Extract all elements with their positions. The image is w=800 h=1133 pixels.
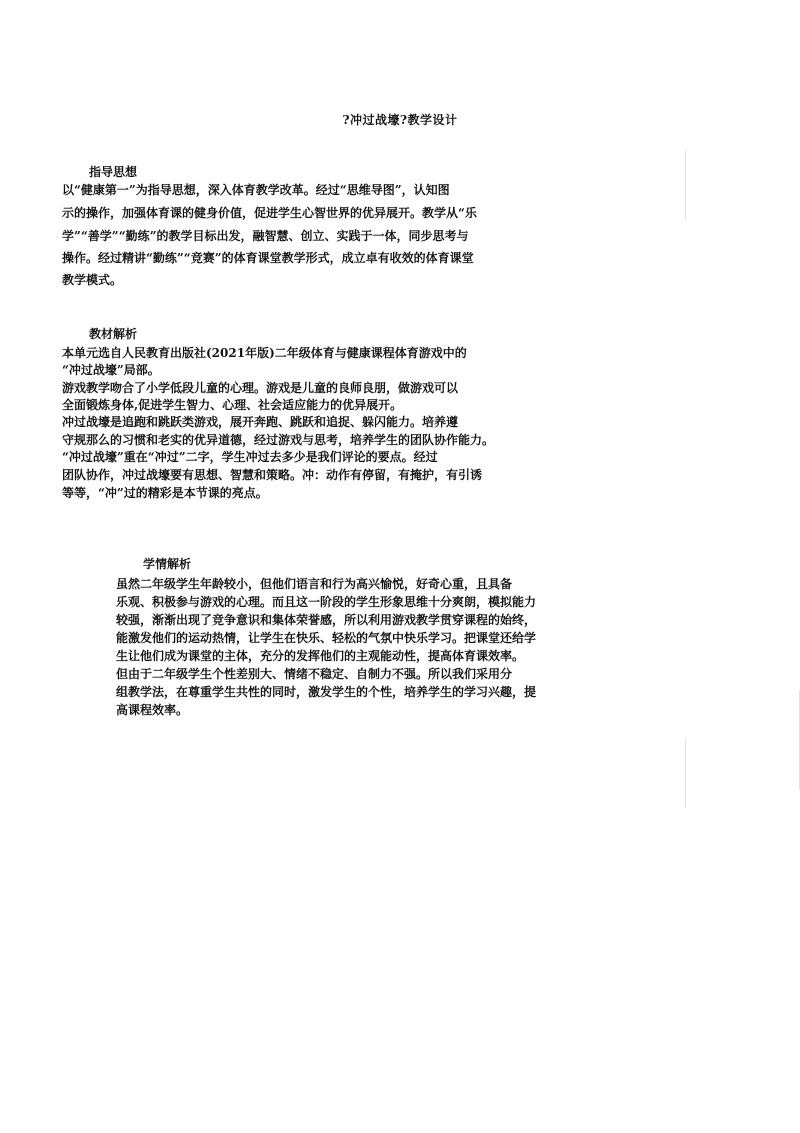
guide-line: 操作。经过精讲“勤练”“竞赛”的体育课堂教学形式，成立卓有收效的体育课堂 [62,251,474,265]
material-line: “冲过战壕”重在“冲过”二字，学生冲过去多少是我们评论的要点。经过 [62,450,438,464]
student-line: 组教学法，在尊重学生共性的同时，激发学生的个性，培养学生的学习兴趣，提 [116,685,537,699]
student-line: 生让他们成为课堂的主体，充分的发挥他们的主观能动性，提高体育课效率。 [116,649,525,663]
margin-rule [685,738,686,808]
material-line: 冲过战壕是追跑和跳跃类游戏，展开奔跑、跳跃和追捉、躲闪能力。培养遵 [62,415,459,429]
section-heading-guide: 指导思想 [89,165,138,179]
student-line: 能激发他们的运动热情，让学生在快乐、轻松的气氛中快乐学习。把课堂还给学 [116,631,537,645]
section-heading-material: 教材解析 [89,327,138,341]
student-line: 虽然二年级学生年龄较小，但他们语言和行为高兴愉悦，好奇心重，且具备 [116,577,513,591]
document-title: ?冲过战壕?教学设计 [342,113,458,127]
material-line: “冲过战壕”局部。 [62,363,160,377]
material-line: 等等，“冲”过的精彩是本节课的亮点。 [62,486,268,500]
guide-line: 学”“善学”“勤练”的教学目标出发，融智慧、创立、实践于一体，同步思考与 [62,229,469,243]
margin-rule [685,150,686,220]
material-line: 团队协作，冲过战壕要有思想、智慧和策略。冲：动作有停留，有掩护，有引诱 [62,468,483,482]
guide-line: 以“健康第一”为指导思想，深入体育教学改革。经过“思维导图”，认知图 [62,183,450,197]
student-line: 高课程效率。 [116,703,189,717]
student-line: 较强，渐渐出现了竞争意识和集体荣誉感，所以利用游戏教学贯穿课程的始终， [116,613,537,627]
material-line: 本单元选自人民教育出版社(2021年版)二年级体育与健康课程体育游戏中的 [62,346,467,360]
material-line: 游戏教学吻合了小学低段儿童的心理。游戏是儿童的良师良朋，做游戏可以 [62,381,459,395]
material-line: 全面锻炼身体,促进学生智力、心理、社会适应能力的优异展开。 [62,398,403,412]
student-line: 但由于二年级学生个性差别大、情绪不稳定、自制力不强。所以我们采用分 [116,667,513,681]
guide-line: 教学模式。 [62,273,123,287]
guide-line: 示的操作，加强体育课的健身价值，促进学生心智世界的优异展开。教学从“乐 [62,206,477,220]
section-heading-student: 学情解析 [143,557,192,571]
material-line: 守规那么的习惯和老实的优异道德，经过游戏与思考，培养学生的团队协作能力。 [62,433,495,447]
student-line: 乐观、积极参与游戏的心理。而且这一阶段的学生形象思维十分爽朗，模拟能力 [116,595,537,609]
